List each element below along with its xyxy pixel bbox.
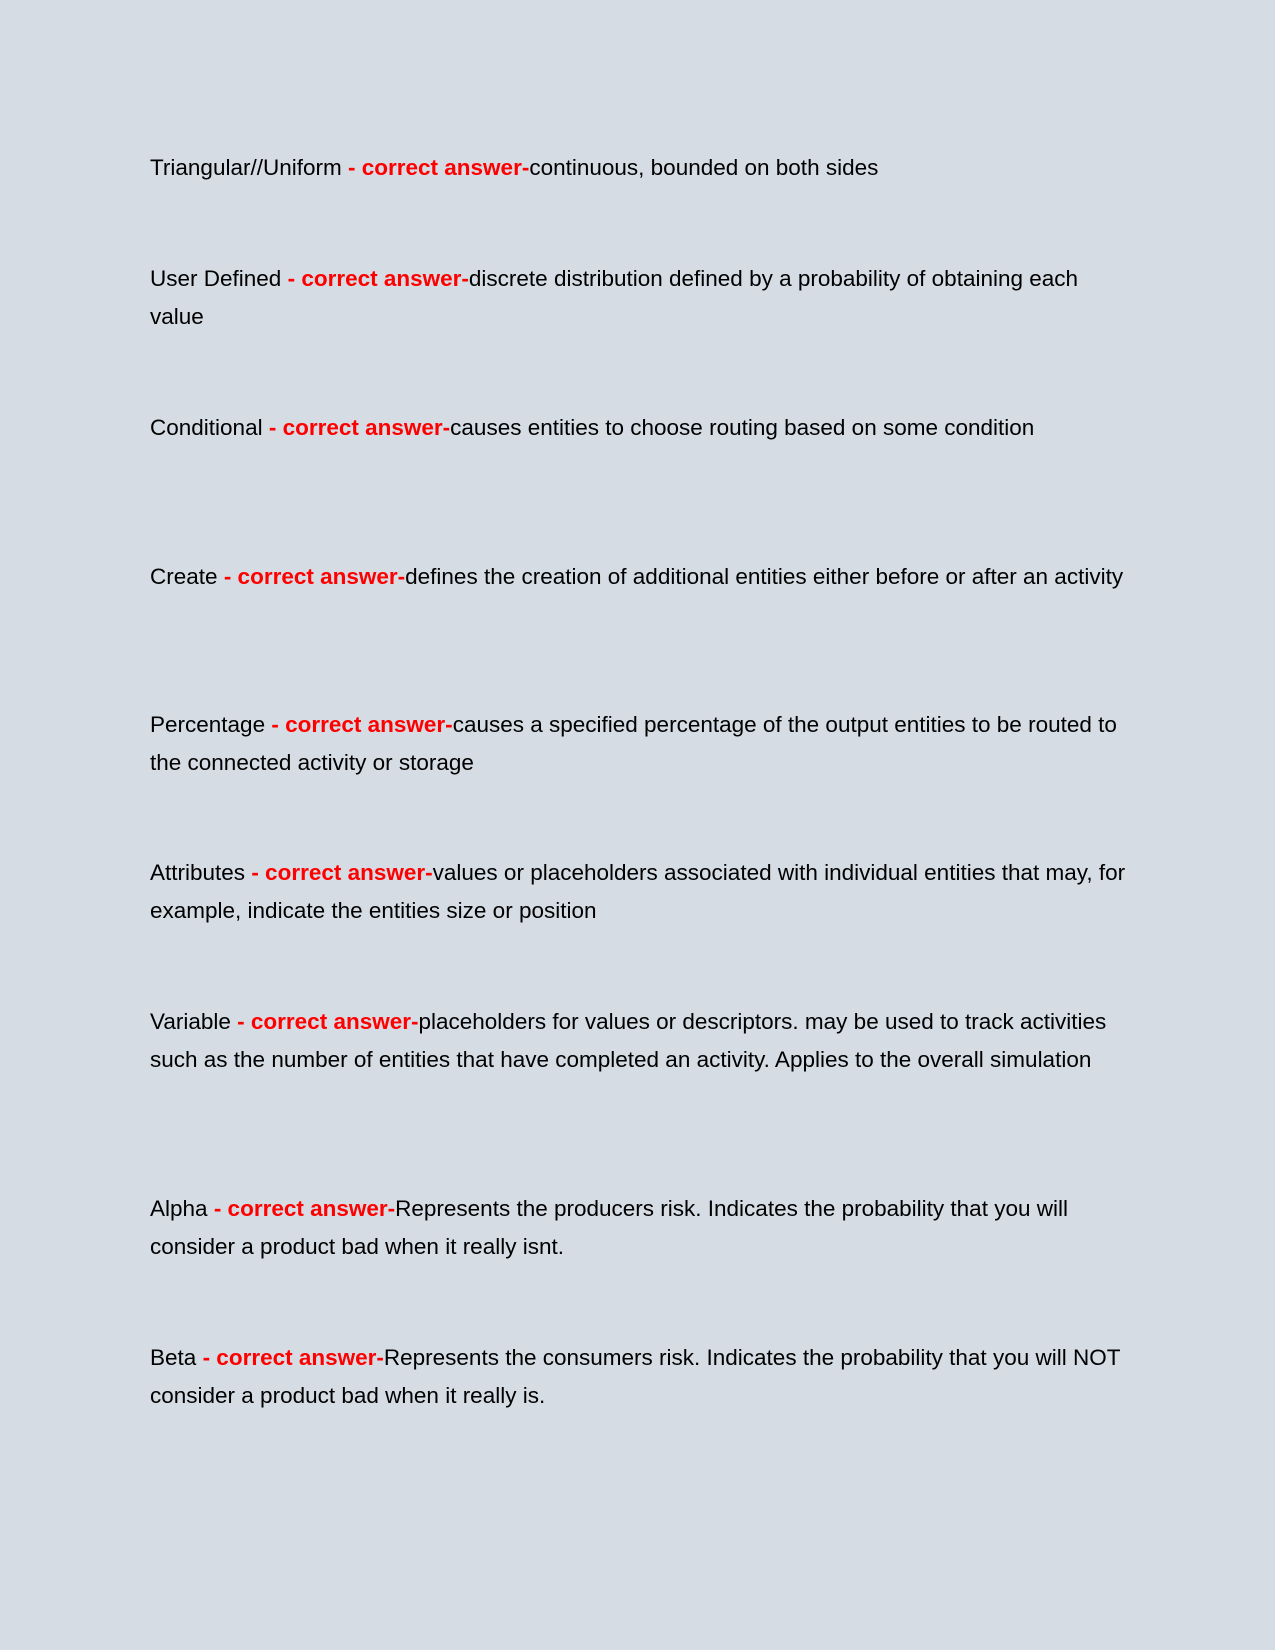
definition: values or placeholders associated with individual entities that may, for example, indicate the entities size or position [150,860,1126,923]
term: User Defined [150,266,282,291]
entry-user-defined [150,260,1135,336]
answer-separator: - correct answer- [348,155,530,180]
entry-percentage [150,706,1135,782]
answer-separator: - correct answer- [271,712,453,737]
term: Percentage [150,712,266,737]
term: Alpha [150,1196,208,1221]
entry-create [150,558,1135,596]
answer-separator: - correct answer- [251,860,433,885]
definition: continuous, bounded on both sides [529,155,879,180]
answer-separator: - correct answer- [223,564,406,589]
entry-variable [150,1003,1135,1079]
term: Attributes [150,860,246,885]
term: Beta [150,1345,197,1370]
entry-conditional [150,409,1135,447]
answer-separator: - correct answer- [237,1009,419,1034]
definition: Represents the producers risk. Indicates the probability that you will consider a product bad when it really isnt. [150,1196,1068,1259]
term: Create [150,564,218,589]
definition: Represents the consumers risk. Indicates the probability that you will NOT consider a product bad when it really is. [150,1345,1121,1408]
entry-triangular-uniform [150,149,1135,187]
definition: discrete distribution defined by a probability of obtaining each value [150,266,1079,329]
answer-separator: - correct answer- [287,266,469,291]
term: Conditional [150,415,263,440]
term: Triangular//Uniform [150,155,342,180]
term: Variable [150,1009,231,1034]
definition: defines the creation of additional entities either before or after an activity [405,564,1124,589]
answer-separator: - correct answer- [268,415,451,440]
definition: causes a specified percentage of the output entities to be routed to the connected activity or storage [150,712,1117,775]
definition: placeholders for values or descriptors. may be used to track activities such as the number of entities that have completed an activity. Applies to the overall simulation [150,1009,1107,1072]
entry-attributes [150,854,1135,930]
answer-separator: - correct answer- [202,1345,384,1370]
answer-separator: - correct answer- [213,1196,396,1221]
entry-beta [150,1339,1135,1415]
entry-alpha [150,1190,1135,1266]
definition: causes entities to choose routing based on some condition [450,415,1035,440]
